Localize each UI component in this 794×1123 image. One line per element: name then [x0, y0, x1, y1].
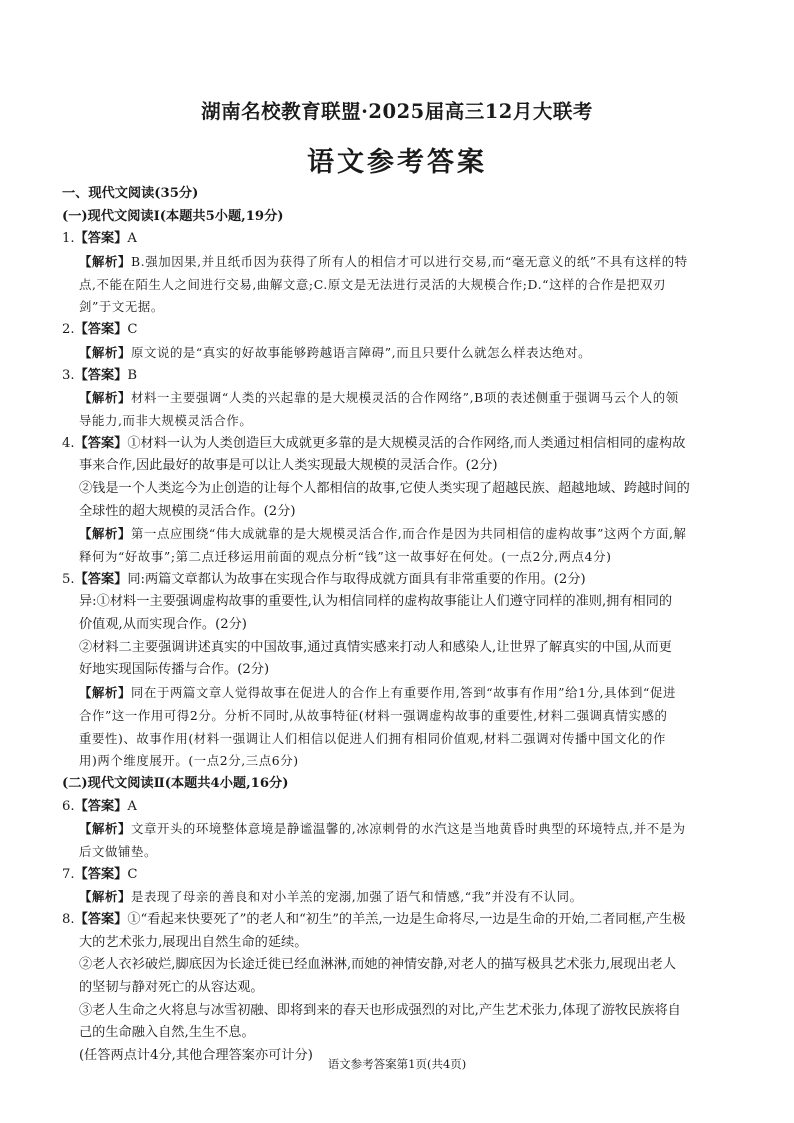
analysis-line: 释何为“好故事”;第二点迁移运用前面的观点分析“钱”这一故事好在何处。(一点2分,两点4分) — [79, 549, 612, 564]
question-6-analysis: 【解析】文章开头的环境整体意境是静谧温馨的,冰凉刺骨的水汽这是当地黄昏时典型的环境特点,并不是为 — [79, 821, 686, 837]
page-footer: 语文参考答案第1页(共4页) — [327, 1057, 467, 1071]
question-7-answer: 7.【答案】C — [62, 866, 138, 882]
answer-line: ②钱是一个人类迄今为止创造的让每个人都相信的故事,它使人类实现了超越民族、超越地域、跨越时间的 — [79, 480, 690, 496]
question-4-answer: 4.【答案】①材料一认为人类创造巨大成就更多靠的是大规模灵活的合作网络,而人类通过相信相同的虚构故 — [62, 435, 686, 451]
analysis-line: 剑”于文无据。 — [79, 299, 164, 315]
question-2-analysis: 【解析】原文说的是“真实的好故事能够跨越语言障碍”,而且只要什么就怎么样表达绝对。 — [79, 344, 592, 360]
exam-title: 湖南名校教育联盟·2025届高三12月大联考 — [201, 100, 593, 123]
analysis-line: 重要性)、故事作用(材料一强调让人们相信以促进人们拥有相同价值观,材料二强调对传播中国文化的作 — [79, 730, 666, 746]
analysis-line: 合作”这一作用可得2分。分析不同时,从故事特征(材料一强调虚构故事的重要性,材料二强调真情实感的 — [79, 707, 668, 723]
answer-line: ②材料二主要强调讲述真实的中国故事,通过真情实感来打动人和感染人,让世界了解真实的中国,从而更 — [79, 639, 672, 655]
answer-line: 大的艺术张力,展现出自然生命的延续。 — [79, 934, 308, 950]
answer-line: 的坚韧与静对死亡的从容达观。 — [79, 980, 264, 996]
answer-line: 事来合作,因此最好的故事是可以让人类实现最大规模的灵活合作。(2分) — [79, 458, 498, 474]
answer-line: 价值观,从而实现合作。(2分) — [79, 617, 247, 633]
question-1-answer: 1.【答案】A — [62, 231, 137, 247]
analysis-line: 后文做铺垫。 — [79, 843, 157, 859]
answer-line: 异:①材料一主要强调虚构故事的重要性,认为相信同样的虚构故事能让人们遵守同样的准则,拥有相同的 — [79, 594, 673, 610]
answer-line: 好地实现国际传播与合作。(2分) — [79, 662, 270, 678]
answer-line: ③老人生命之火将息与冰雪初融、即将到来的春天也形成强烈的对比,产生艺术张力,体现了游牧民族将自 — [79, 1002, 681, 1018]
question-4-analysis: 【解析】第一点应围绕“伟大成就靠的是大规模灵活合作,而合作是因为共同相信的虚构故事”这两个方面,解 — [79, 526, 687, 542]
answer-line: 全球性的超大规模的灵活合作。(2分) — [79, 503, 296, 519]
analysis-line: 点,不能在陌生人之间进行交易,曲解文意;C.原文是无法进行灵活的大规模合作;D.“这样的合作是把双刃 — [79, 276, 666, 292]
part-heading: (二)现代文阅读Ⅱ(本题共4小题,16分) — [62, 775, 289, 791]
question-6-answer: 6.【答案】A — [62, 798, 137, 814]
question-7-analysis: 【解析】是表现了母亲的善良和对小羊羔的宠溺,加强了语气和情感,“我”并没有不认同。 — [79, 889, 583, 905]
question-3-answer: 3.【答案】B — [62, 367, 138, 383]
question-8-answer: 8.【答案】①“看起来快要死了”的老人和“初生”的羊羔,一边是生命将尽,一边是生命的开始,二者同框,产生极 — [62, 912, 686, 927]
document-title: 语文参考答案 — [307, 147, 487, 178]
analysis-line: 导能力,而非大规模灵活合作。 — [79, 412, 253, 428]
answer-line: 己的生命融入自然,生生不息。 — [79, 1025, 255, 1041]
section-heading: 一、现代文阅读(35分) — [62, 186, 199, 201]
question-2-answer: 2.【答案】C — [62, 322, 138, 338]
scoring-note: (任答两点计4分,其他合理答案亦可计分) — [79, 1048, 313, 1064]
answer-body — [62, 183, 738, 1068]
question-3-analysis: 【解析】材料一主要强调“人类的兴起靠的是大规模灵活的合作网络”,B项的表述侧重于强调马云个人的领 — [79, 390, 679, 406]
question-1-analysis: 【解析】B.强加因果,并且纸币因为获得了所有人的相信才可以进行交易,而“毫无意义的纸”不具有这样的特 — [79, 254, 688, 270]
answer-line: ②老人衣衫破烂,脚底因为长途迁徙已经血淋淋,而她的神情安静,对老人的描写极具艺术张力,展现出老人 — [79, 957, 677, 973]
analysis-line: 用)两个维度展开。(一点2分,三点6分) — [79, 753, 299, 769]
part-heading: (一)现代文阅读Ⅰ(本题共5小题,19分) — [62, 208, 284, 224]
question-5-analysis: 【解析】同在于两篇文章人觉得故事在促进人的合作上有重要作用,答到“故事有作用”给1分,具体到“促进 — [79, 685, 676, 701]
question-5-answer: 5.【答案】同:两篇文章都认为故事在实现合作与取得成就方面具有非常重要的作用。(2分) — [62, 571, 586, 587]
